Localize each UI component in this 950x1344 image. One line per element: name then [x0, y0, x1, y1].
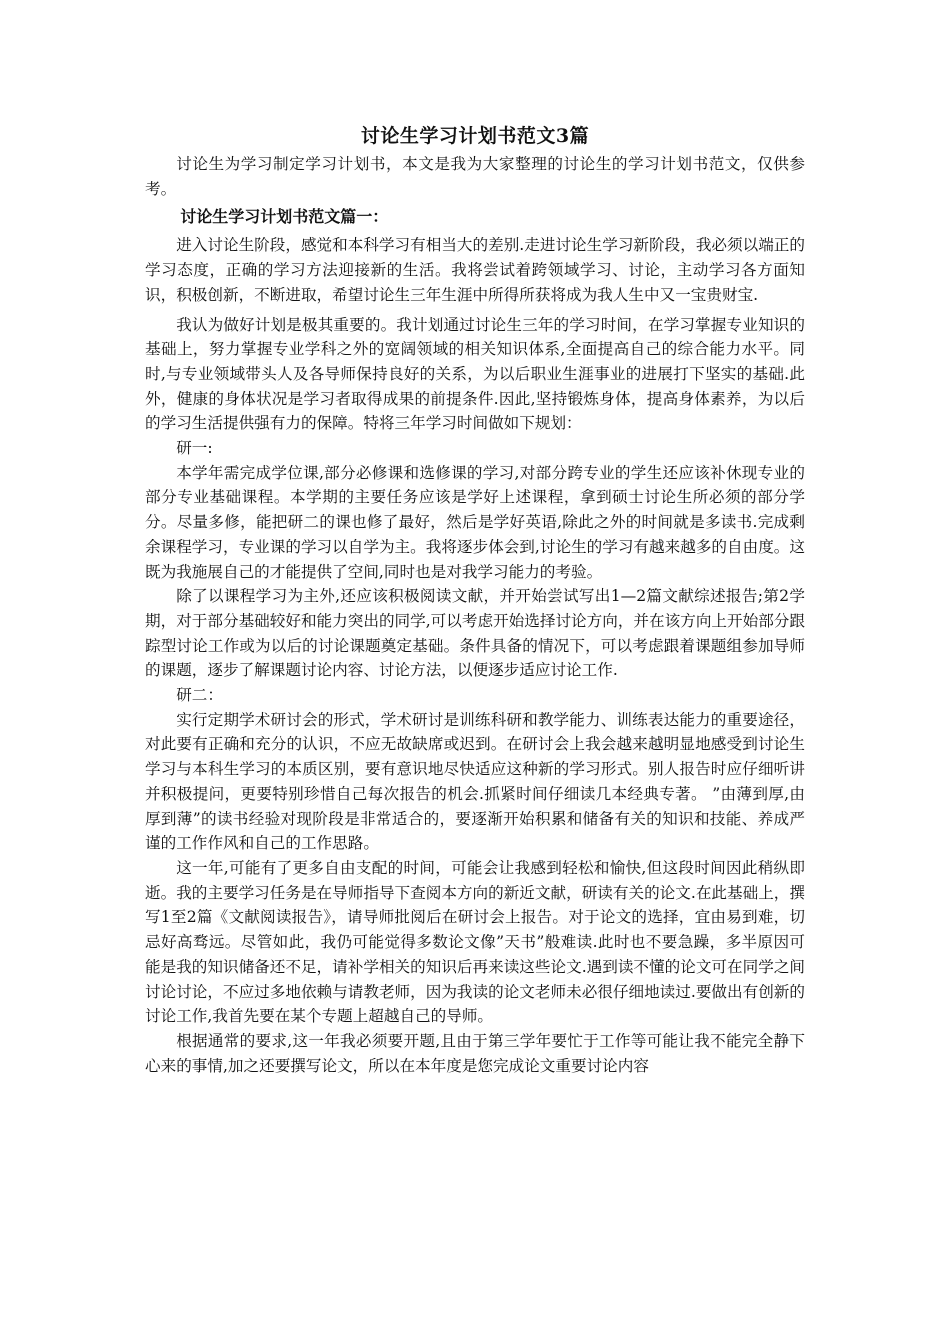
subheading-year-two: 研二：: [176, 686, 223, 705]
body-paragraph: 除了以课程学习为主外,还应该积极阅读文献，并开始尝试写出1—2篇文献综述报告;第2学期，对于部分基础较好和能力突出的同学,可以考虑开始选择讨论方向，并在该方向上开始部分跟踪型讨论工作或为以后的讨论课题奠定基础。条件具备的情况下，可以考虑跟着课题组参加导师的课题，逐步了解课题讨论内容、讨论方法，以便逐步适应讨论工作.: [145, 587, 805, 680]
body-paragraph: 我认为做好计划是极其重要的。我计划通过讨论生三年的学习时间，在学习掌握专业知识的基础上，努力掌握专业学科之外的宽阔领域的相关知识体系,全面提高自己的综合能力水平。同时,与专业领域带头人及各导师保持良好的关系，为以后职业生涯事业的进展打下坚实的基础.此外，健康的身体状况是学习者取得成果的前提条件.因此,坚持锻炼身体，提高身体素养，为以后的学习生活提供强有力的保障。特将三年学习时间做如下规划：: [145, 315, 805, 433]
body-paragraph: 这一年,可能有了更多自由支配的时间，可能会让我感到轻松和愉快,但这段时间因此稍纵即逝。我的主要学习任务是在导师指导下查阅本方向的新近文献，研读有关的论文.在此基础上，撰写1至2篇《文献阅读报告》，请导师批阅后在研讨会上报告。对于论文的选择，宜由易到难，切忌好高骛远。尽管如此，我仍可能觉得多数论文像”天书”般难读.此时也不要急躁，多半原因可能是我的知识储备还不足，请补学相关的知识后再来读这些论文.遇到读不懂的论文可在同学之间讨论讨论，不应过多地依赖与请教老师，因为我读的论文老师未必很仔细地读过.要做出有创新的讨论工作,我首先要在某个专题上超越自己的导师。: [145, 858, 805, 1026]
subheading-year-one: 研一:: [176, 439, 213, 458]
document-title: 讨论生学习计划书范文3篇: [360, 125, 590, 147]
section-heading: 讨论生学习计划书范文篇一：: [180, 207, 389, 227]
intro-paragraph: 讨论生为学习制定学习计划书，本文是我为大家整理的讨论生的学习计划书范文，仅供参考。: [145, 155, 805, 198]
body-paragraph: 进入讨论生阶段，感觉和本科学习有相当大的差别.走进讨论生学习新阶段，我必须以端正的学习态度，正确的学习方法迎接新的生活。我将尝试着跨领域学习、讨论，主动学习各方面知识，积极创新，不断进取，希望讨论生三年生涯中所得所获将成为我人生中又一宝贵财宝.: [145, 236, 805, 304]
body-paragraph: 实行定期学术研讨会的形式，学术研讨是训练科研和教学能力、训练表达能力的重要途径，对此要有正确和充分的认识，不应无故缺席或迟到。在研讨会上我会越来越明显地感受到讨论生学习与本科生学习的本质区别，要有意识地尽快适应这种新的学习形式。别人报告时应仔细听讲并积极提问，更要特别珍惜自己每次报告的机会.抓紧时间仔细读几本经典专著。 ”由薄到厚,由厚到薄”的读书经验对现阶段是非常适合的，要逐渐开始积累和储备有关的知识和技能、养成严谨的工作作风和自己的工作思路。: [145, 710, 805, 853]
body-paragraph: 根据通常的要求,这一年我必须要开题,且由于第三学年要忙于工作等可能让我不能完全静下心来的事情,加之还要撰写论文，所以在本年度是您完成论文重要讨论内容: [145, 1031, 805, 1075]
document-body: [145, 121, 805, 1078]
body-paragraph: 本学年需完成学位课,部分必修课和选修课的学习,对部分跨专业的学生还应该补休现专业的部分专业基础课程。本学期的主要任务应该是学好上述课程，拿到硕士讨论生所必须的部分学分。尽量多修，能把研二的课也修了最好，然后是学好英语,除此之外的时间就是多读书.完成剩余课程学习，专业课的学习以自学为主。我将逐步体会到,讨论生的学习有越来越多的自由度。这既为我施展自己的才能提供了空间,同时也是对我学习能力的考验。: [145, 463, 805, 581]
